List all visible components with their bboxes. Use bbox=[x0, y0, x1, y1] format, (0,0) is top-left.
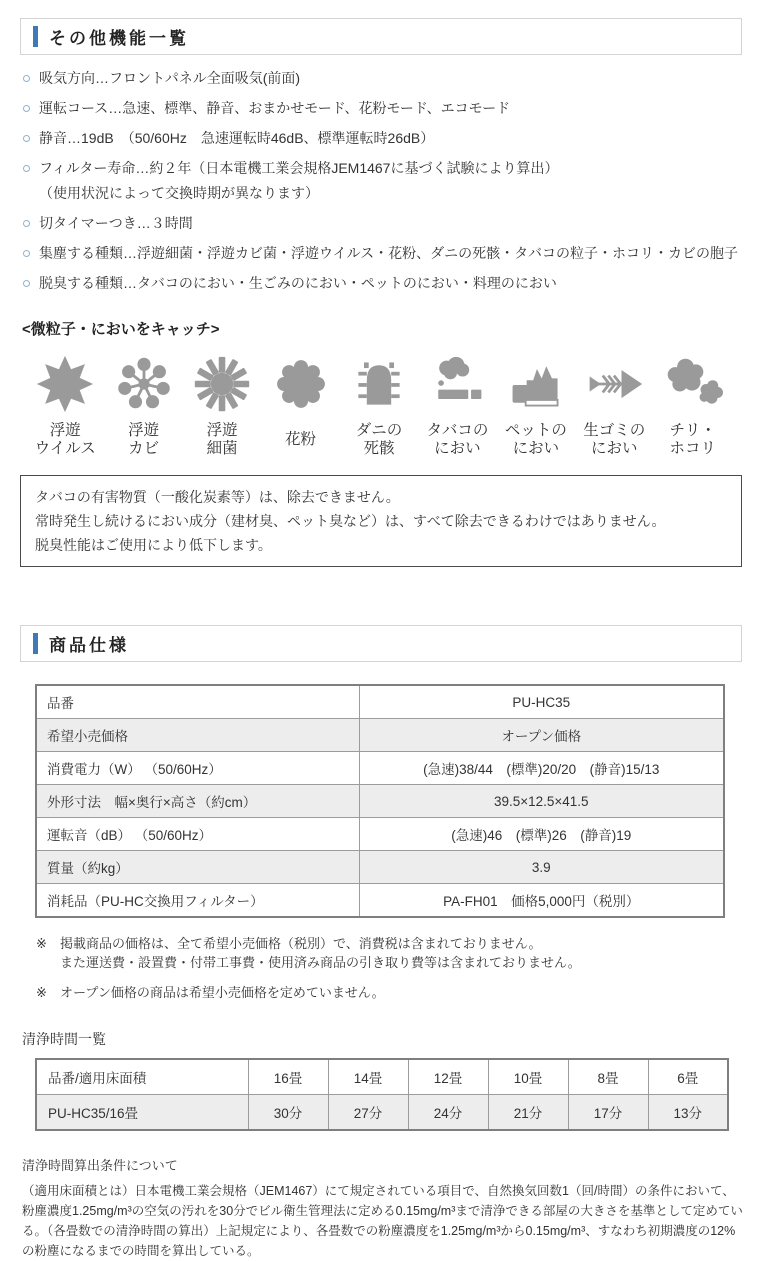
accent-bar-icon bbox=[33, 26, 38, 47]
time-table-value: 13分 bbox=[648, 1095, 728, 1131]
deodorize-disclaimer-box bbox=[20, 475, 742, 567]
spec-value: 3.9 bbox=[359, 851, 724, 884]
pollen-icon bbox=[271, 351, 331, 417]
particle-icon-label: タバコの におい bbox=[426, 422, 489, 457]
spec-label: 消費電力（W） （50/60Hz） bbox=[36, 752, 359, 785]
note-marker: ※ bbox=[36, 936, 47, 951]
dust-icon bbox=[663, 351, 723, 417]
time-table-value: 27分 bbox=[328, 1095, 408, 1131]
price-note-item bbox=[36, 934, 742, 972]
disclaimer-line: 脱臭性能はご使用により低下します。 bbox=[35, 537, 272, 553]
spec-label: 運転音（dB） （50/60Hz） bbox=[36, 818, 359, 851]
feature-text: 吸気方向…フロントパネル全面吸気(前面) bbox=[39, 70, 301, 86]
price-notes bbox=[36, 934, 742, 1002]
spec-label: 品番 bbox=[36, 685, 359, 719]
particle-icon-label: 浮遊 ウイルス bbox=[34, 422, 96, 457]
particle-icon-item bbox=[497, 351, 575, 459]
particle-icon-label: チリ・ ホコリ bbox=[669, 422, 716, 457]
time-table-value: 17分 bbox=[568, 1095, 648, 1131]
particle-icon-item bbox=[340, 351, 418, 459]
spec-value: (急速)38/44 (標準)20/20 (静音)15/13 bbox=[359, 752, 724, 785]
spec-row bbox=[36, 752, 724, 785]
spec-section-title: 商品仕様 bbox=[49, 636, 129, 655]
spec-value: PA-FH01 価格5,000円（税別） bbox=[359, 884, 724, 918]
particle-icon-label: 生ゴミの におい bbox=[583, 422, 646, 457]
spec-section-header bbox=[20, 625, 742, 662]
time-table-header-row bbox=[36, 1059, 728, 1095]
feature-item bbox=[20, 158, 742, 203]
particle-icon-item bbox=[654, 351, 732, 459]
time-table-row-label: PU-HC35/16畳 bbox=[36, 1095, 248, 1131]
conditions-text: （適用床面積とは）日本電機工業会規格（JEM1467）にて規定されている項目で、自然換気回数1（回/時間）の条件において、粉塵濃度1.25mg/m³の空気の汚れを30分でビル衛生管理法に定める0.15mg/m³まで清浄できる部屋の大きさを基準として定めている。（各畳数での清浄時間の算出）上記規定により、各畳数での粉塵濃度を1.25mg/m³から0.15mg/m³、すなわち初期濃度の12%の粉塵になるまでの時間を算出している。 bbox=[22, 1184, 743, 1258]
feature-item bbox=[20, 68, 742, 88]
time-table-column-header: 8畳 bbox=[568, 1059, 648, 1095]
spec-label: 質量（約kg） bbox=[36, 851, 359, 884]
particle-icon-item bbox=[418, 351, 496, 459]
spec-row bbox=[36, 884, 724, 918]
feature-item bbox=[20, 213, 742, 233]
particle-icon-label: 浮遊 カビ bbox=[128, 422, 160, 457]
time-table-column-header: 6畳 bbox=[648, 1059, 728, 1095]
particle-icons-row bbox=[26, 351, 732, 459]
spec-row bbox=[36, 785, 724, 818]
cigarette-icon bbox=[427, 351, 487, 417]
cleaning-time-table bbox=[35, 1058, 729, 1131]
particle-icon-item bbox=[104, 351, 182, 459]
feature-item bbox=[20, 243, 742, 263]
bacteria-icon bbox=[192, 351, 252, 417]
particle-icon-item bbox=[261, 351, 339, 459]
spec-label: 希望小売価格 bbox=[36, 719, 359, 752]
feature-item bbox=[20, 98, 742, 118]
particle-icon-item bbox=[183, 351, 261, 459]
spec-value: PU-HC35 bbox=[359, 685, 724, 719]
time-table-column-header: 16畳 bbox=[248, 1059, 328, 1095]
price-note-item bbox=[36, 983, 742, 1002]
note-marker: ※ bbox=[36, 985, 47, 1000]
spec-table bbox=[35, 684, 725, 918]
feature-text: 脱臭する種類…タバコのにおい・生ごみのにおい・ペットのにおい・料理のにおい bbox=[39, 275, 557, 291]
particle-icon-item bbox=[575, 351, 653, 459]
virus-icon bbox=[35, 351, 95, 417]
mold-icon bbox=[114, 351, 174, 417]
time-table-column-header: 10畳 bbox=[488, 1059, 568, 1095]
pet-icon bbox=[506, 351, 566, 417]
spec-value: オープン価格 bbox=[359, 719, 724, 752]
features-section-title: その他機能一覧 bbox=[49, 29, 189, 48]
particle-icon-label: ダニの 死骸 bbox=[355, 422, 403, 457]
time-table-value: 30分 bbox=[248, 1095, 328, 1131]
price-note-text: 掲載商品の価格は、全て希望小売価格（税別）で、消費税は含まれておりません。 また運送費・設置費・付帯工事費・使用済み商品の引き取り費等は含まれておりません。 bbox=[60, 936, 581, 970]
spec-value: (急速)46 (標準)26 (静音)19 bbox=[359, 818, 724, 851]
disclaimer-line: 常時発生し続けるにおい成分（建材臭、ペット臭など）は、すべて除去できるわけではありません。 bbox=[35, 513, 666, 529]
features-section-header bbox=[20, 18, 742, 55]
feature-text: 運転コース…急速、標準、静音、おまかせモード、花粉モード、エコモード bbox=[39, 100, 511, 116]
feature-item bbox=[20, 128, 742, 148]
time-table-value: 21分 bbox=[488, 1095, 568, 1131]
spec-row bbox=[36, 818, 724, 851]
particle-icon-item bbox=[26, 351, 104, 459]
garbage-icon bbox=[584, 351, 644, 417]
mite-icon bbox=[349, 351, 409, 417]
feature-text: フィルター寿命…約２年（日本電機工業会規格JEM1467に基づく試験により算出） bbox=[39, 160, 559, 176]
accent-bar-icon bbox=[33, 633, 38, 654]
time-table-corner: 品番/適用床面積 bbox=[36, 1059, 248, 1095]
time-table-value: 24分 bbox=[408, 1095, 488, 1131]
time-table-column-header: 12畳 bbox=[408, 1059, 488, 1095]
feature-text: 集塵する種類…浮遊細菌・浮遊カビ菌・浮遊ウイルス・花粉、ダニの死骸・タバコの粒子・ホコリ・カビの胞子 bbox=[39, 245, 739, 261]
feature-text-line2: （使用状況によって交換時期が異なります） bbox=[39, 185, 319, 201]
spec-row bbox=[36, 851, 724, 884]
time-table-column-header: 14畳 bbox=[328, 1059, 408, 1095]
particle-icon-label: 浮遊 細菌 bbox=[206, 422, 238, 457]
spec-row bbox=[36, 719, 724, 752]
feature-text: 切タイマーつき…３時間 bbox=[39, 215, 193, 231]
particle-icon-label: 花粉 bbox=[285, 431, 317, 448]
spec-value: 39.5×12.5×41.5 bbox=[359, 785, 724, 818]
particle-icon-label: ペットの におい bbox=[504, 422, 567, 457]
spec-label: 消耗品（PU-HC交換用フィルター） bbox=[36, 884, 359, 918]
price-note-text: オープン価格の商品は希望小売価格を定めていません。 bbox=[60, 985, 385, 1000]
spec-row bbox=[36, 685, 724, 719]
feature-text: 静音…19dB （50/60Hz 急速運転時46dB、標準運転時26dB） bbox=[39, 130, 435, 146]
feature-item bbox=[20, 273, 742, 293]
features-list bbox=[20, 68, 742, 293]
time-table-data-row bbox=[36, 1095, 728, 1131]
catch-heading: <微粒子・においをキャッチ> bbox=[22, 321, 220, 338]
cleaning-time-title: 清浄時間一覧 bbox=[22, 1031, 106, 1047]
spec-label: 外形寸法 幅×奥行×高さ（約cm） bbox=[36, 785, 359, 818]
conditions-title: 清浄時間算出条件について bbox=[22, 1158, 178, 1173]
disclaimer-line: タバコの有害物質（一酸化炭素等）は、除去できません。 bbox=[35, 489, 400, 505]
